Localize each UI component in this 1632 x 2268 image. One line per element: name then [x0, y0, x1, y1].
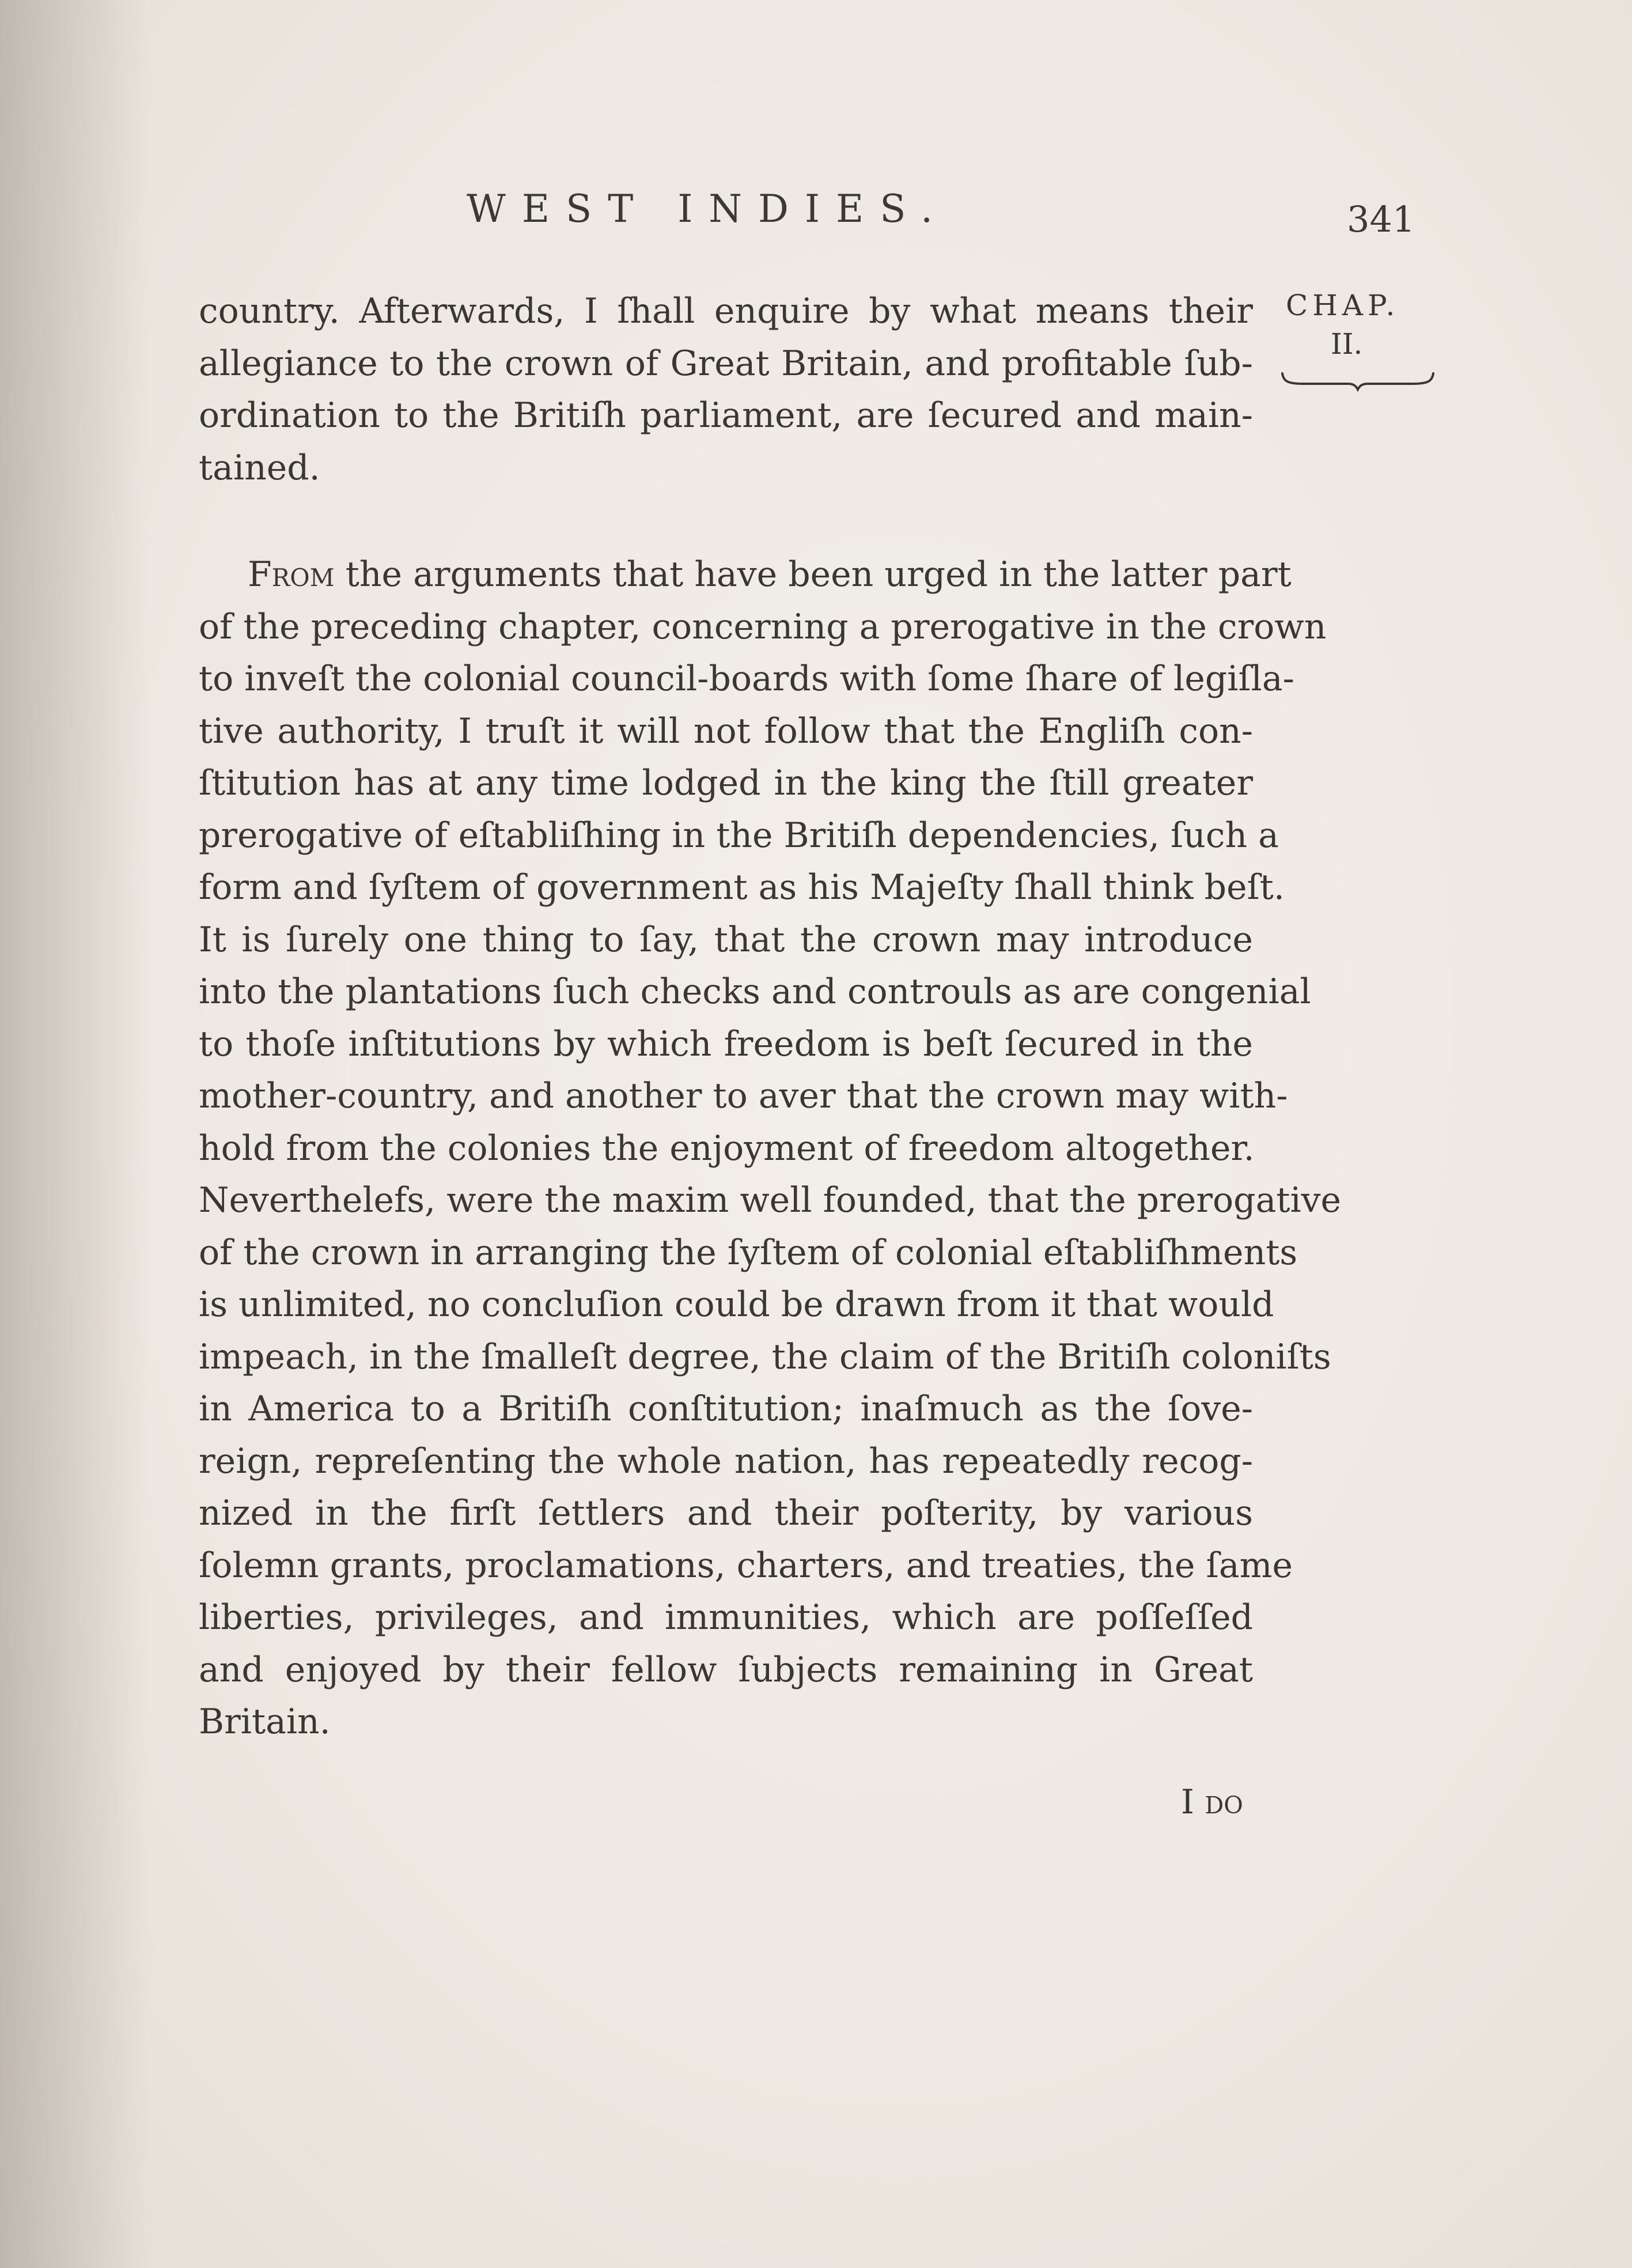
text-line: and enjoyed by their fellow ſubjects remaining in Great — [199, 1649, 1253, 1690]
page-number: 341 — [1347, 198, 1415, 240]
text-line: of the preceding chapter, concerning a prerogative in the crown — [199, 606, 1327, 647]
paragraph-1 — [199, 285, 1253, 494]
catchword: I do — [1181, 1782, 1243, 1821]
text-line-first — [199, 549, 1292, 601]
text-line: ſtitution has at any time lodged in the king the ſtill greater — [199, 763, 1253, 803]
text-line: reign, repreſenting the whole nation, has repeatedly recog- — [199, 1441, 1253, 1481]
text-line: ordination to the Britiſh parliament, are ſecured and main- — [199, 395, 1253, 436]
text-line: hold from the colonies the enjoyment of freedom altogether. — [199, 1128, 1255, 1169]
paragraph-gap — [199, 494, 1253, 549]
text-line: is unlimited, no concluſion could be drawn from it that would — [199, 1284, 1274, 1325]
margin-chapter-label: CHAP. — [1286, 289, 1400, 322]
text-line: country. Afterwards, I ſhall enquire by what means their — [199, 291, 1253, 331]
text-line: form and ſyſtem of government as his Majeſty ſhall think beſt. — [199, 867, 1285, 908]
body-text — [199, 285, 1342, 1748]
text-line: allegiance to the crown of Great Britain, and profitable ſub- — [199, 343, 1253, 384]
text-line: impeach, in the ſmalleſt degree, the claim of the Britiſh coloniſts — [199, 1336, 1331, 1377]
gutter-shadow — [0, 0, 150, 2268]
text-line: to inveſt the colonial council-boards with ſome ſhare of legiſla- — [199, 659, 1294, 699]
running-head: WEST INDIES. — [467, 187, 949, 231]
paragraph-2 — [199, 549, 1342, 1748]
text-line: in America to a Britiſh conſtitution; inaſmuch as the ſove- — [199, 1389, 1253, 1429]
drop-word: From — [248, 554, 335, 595]
text-line: ſolemn grants, proclamations, charters, and treaties, the ſame — [199, 1545, 1293, 1586]
margin-brace-icon — [1280, 369, 1436, 392]
text-line: It is ſurely one thing to ſay, that the crown may introduce — [199, 919, 1253, 960]
text-line: Britain. — [199, 1702, 331, 1742]
text-line: into the plantations ſuch checks and controuls as are congenial — [199, 972, 1311, 1012]
first-line-rest: the arguments that have been urged in the latter part — [334, 554, 1292, 595]
text-line: liberties, privileges, and immunities, which are poſſeſſed — [199, 1597, 1253, 1638]
text-line: of the crown in arranging the ſyſtem of colonial eſtabliſhments — [199, 1232, 1298, 1273]
text-line: to thoſe inſtitutions by which freedom is beſt ſecured in the — [199, 1023, 1253, 1064]
text-line: tive authority, I truſt it will not follow that the Engliſh con- — [199, 710, 1253, 751]
text-line: tained. — [199, 447, 320, 488]
text-line: prerogative of eſtabliſhing in the Britiſh dependencies, ſuch a — [199, 815, 1279, 856]
text-line: Neverthelefs, were the maxim well founded, that the prerogative — [199, 1180, 1342, 1220]
margin-chapter-number: II. — [1331, 327, 1363, 361]
text-line: nized in the firſt ſettlers and their poſterity, by various — [199, 1493, 1253, 1533]
text-line: mother-country, and another to aver that the crown may with- — [199, 1076, 1288, 1116]
